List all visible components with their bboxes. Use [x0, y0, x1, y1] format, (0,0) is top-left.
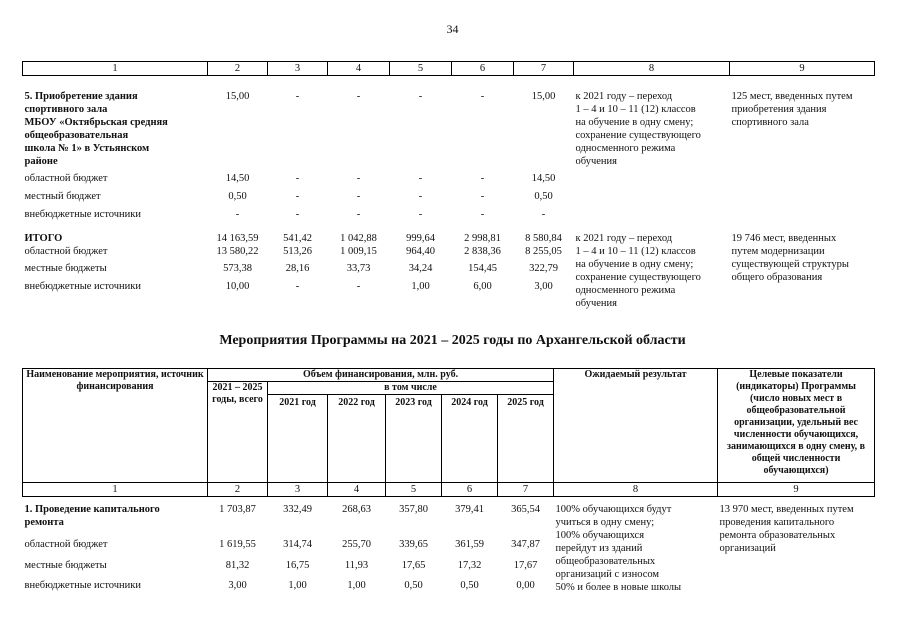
- cell-value: 322,79: [529, 263, 558, 274]
- col-number: 2: [208, 483, 268, 497]
- page-number: 34: [446, 22, 459, 36]
- cell-value: -: [295, 209, 300, 220]
- cell-value: -: [356, 209, 361, 220]
- header-target: Целевые показатели (индикаторы) Программы (число новых мест в общеобразовательной организации, удельный вес численности обучающихся, занимающихся в одну смену, в общей численности обучающихся): [718, 369, 875, 483]
- header-year: 2024 год: [442, 395, 498, 483]
- cell-value: -: [480, 191, 485, 202]
- item-title: 5. Приобретение здания спортивного зала МБОУ «Октябрьская средняя общеобразовательная школа № 1» в Устьянском районе: [24, 91, 168, 167]
- col-number: 2: [208, 62, 268, 76]
- cell-value: 17,32: [457, 560, 482, 571]
- cell-value: 34,24: [408, 263, 433, 274]
- header-including: в том числе: [268, 382, 554, 395]
- table-row: [23, 232, 875, 245]
- cell-value: 268,63: [342, 504, 371, 515]
- cell-value: -: [356, 281, 361, 292]
- col-number: 5: [390, 62, 452, 76]
- cell-value: 3,00: [228, 580, 247, 591]
- cell-value: 3,00: [534, 281, 553, 292]
- cell-value: 332,49: [283, 504, 312, 515]
- cell-value: -: [356, 173, 361, 184]
- cell-value: -: [356, 91, 361, 102]
- col-number: 4: [328, 62, 390, 76]
- continuation-table: [22, 61, 875, 318]
- header-year: 2025 год: [498, 395, 554, 483]
- cell-value: 1 703,87: [219, 504, 256, 515]
- col-number: 1: [23, 62, 208, 76]
- cell-value: 541,42: [283, 233, 312, 244]
- cell-value: -: [541, 209, 546, 220]
- section-title: Мероприятия Программы на 2021 – 2025 годы по Архангельской области: [219, 333, 686, 348]
- cell-value: 365,54: [511, 504, 540, 515]
- cell-value: 15,00: [531, 91, 556, 102]
- cell-value: -: [356, 191, 361, 202]
- cell-value: 154,45: [468, 263, 497, 274]
- target-indicator: 13 970 мест, введенных путем проведения капитального ремонта образовательных организаций: [719, 504, 854, 554]
- cell-value: 11,93: [344, 560, 369, 571]
- cell-value: 17,65: [401, 560, 426, 571]
- col-number: 9: [730, 62, 875, 76]
- cell-value: 10,00: [225, 281, 250, 292]
- cell-value: -: [235, 209, 240, 220]
- col-number: 7: [498, 483, 554, 497]
- program-table: [22, 368, 875, 594]
- cell-value: 81,32: [225, 560, 250, 571]
- cell-value: 0,50: [534, 191, 553, 202]
- cell-value: 14 163,59: [216, 233, 259, 244]
- cell-value: 0,50: [228, 191, 247, 202]
- header-year: 2023 год: [386, 395, 442, 483]
- item-title: 1. Проведение капитального ремонта: [24, 504, 160, 528]
- cell-value: -: [295, 91, 300, 102]
- cell-value: -: [418, 191, 423, 202]
- cell-value: 513,26: [283, 246, 312, 257]
- cell-value: 17,67: [513, 560, 538, 571]
- cell-value: 347,87: [511, 539, 540, 550]
- col-number: 6: [442, 483, 498, 497]
- col-number: 8: [574, 62, 730, 76]
- cell-value: 255,70: [342, 539, 371, 550]
- column-number-row: [23, 483, 875, 497]
- cell-value: 8 255,05: [525, 246, 562, 257]
- row-label: местные бюджеты: [24, 263, 107, 274]
- cell-value: -: [295, 173, 300, 184]
- cell-value: -: [295, 191, 300, 202]
- cell-value: -: [480, 173, 485, 184]
- cell-value: 361,59: [455, 539, 484, 550]
- cell-value: 13 580,22: [216, 246, 259, 257]
- cell-value: -: [418, 91, 423, 102]
- col-number: 7: [514, 62, 574, 76]
- cell-value: 379,41: [455, 504, 484, 515]
- table-row: [23, 90, 875, 168]
- cell-value: 15,00: [225, 91, 250, 102]
- cell-value: 2 998,81: [464, 233, 501, 244]
- row-label: внебюджетные источники: [24, 209, 142, 220]
- header-name: Наименование мероприятия, источник финансирования: [23, 369, 208, 483]
- cell-value: 33,73: [346, 263, 371, 274]
- col-number: 3: [268, 483, 328, 497]
- cell-value: 2 838,36: [464, 246, 501, 257]
- cell-value: 999,64: [406, 233, 435, 244]
- cell-value: 14,50: [531, 173, 556, 184]
- expected-result: к 2021 году – переход 1 – 4 и 10 – 11 (12) классов на обучение в одну смену; сохранение существующего односменного режима обучения: [575, 91, 701, 167]
- cell-value: 16,75: [285, 560, 310, 571]
- cell-value: 573,38: [223, 263, 252, 274]
- row-label: внебюджетные источники: [24, 580, 142, 591]
- cell-value: 1,00: [288, 580, 307, 591]
- cell-value: 964,40: [406, 246, 435, 257]
- total-label: ИТОГО: [24, 233, 63, 244]
- cell-value: -: [418, 173, 423, 184]
- col-number: 6: [452, 62, 514, 76]
- cell-value: -: [480, 209, 485, 220]
- row-label: областной бюджет: [24, 246, 108, 257]
- column-number-row: [23, 62, 875, 76]
- cell-value: 1 042,88: [340, 233, 377, 244]
- cell-value: 8 580,84: [525, 233, 562, 244]
- cell-value: 0,50: [404, 580, 423, 591]
- col-number: 4: [328, 483, 386, 497]
- row-label: областной бюджет: [24, 539, 108, 550]
- row-label: внебюджетные источники: [24, 281, 142, 292]
- row-label: областной бюджет: [24, 173, 108, 184]
- col-number: 9: [718, 483, 875, 497]
- header-result: Ожидаемый результат: [554, 369, 718, 483]
- header-row: [23, 369, 875, 382]
- row-label: местные бюджеты: [24, 560, 107, 571]
- cell-value: 14,50: [225, 173, 250, 184]
- col-number: 1: [23, 483, 208, 497]
- cell-value: -: [480, 91, 485, 102]
- cell-value: 6,00: [473, 281, 492, 292]
- target-indicator: 125 мест, введенных путем приобретения здания спортивного зала: [731, 91, 853, 128]
- cell-value: 1,00: [411, 281, 430, 292]
- cell-value: 314,74: [283, 539, 312, 550]
- table-row: [23, 503, 875, 532]
- target-indicator: 19 746 мест, введенных путем модернизации существующей структуры общего образования: [731, 233, 849, 283]
- row-label: местный бюджет: [24, 191, 101, 202]
- col-number: 8: [554, 483, 718, 497]
- cell-value: -: [295, 281, 300, 292]
- cell-value: 1 009,15: [340, 246, 377, 257]
- cell-value: 0,50: [460, 580, 479, 591]
- cell-value: 1,00: [347, 580, 366, 591]
- header-funding: Объем финансирования, млн. руб.: [208, 369, 554, 382]
- cell-value: 1 619,55: [219, 539, 256, 550]
- cell-value: 28,16: [285, 263, 310, 274]
- header-year: 2022 год: [328, 395, 386, 483]
- expected-result: 100% обучающихся будут учиться в одну смену; 100% обучающихся перейдут из зданий общеобразовательных организаций с износом 50% и более в новые школы: [555, 504, 682, 593]
- col-number: 5: [386, 483, 442, 497]
- cell-value: -: [418, 209, 423, 220]
- cell-value: 339,65: [399, 539, 428, 550]
- header-year: 2021 год: [268, 395, 328, 483]
- cell-value: 0,00: [516, 580, 535, 591]
- header-total: 2021 – 2025 годы, всего: [208, 382, 268, 483]
- expected-result: к 2021 году – переход 1 – 4 и 10 – 11 (12) классов на обучение в одну смену; сохранение существующего односменного режима обучения: [575, 233, 701, 309]
- cell-value: 357,80: [399, 504, 428, 515]
- col-number: 3: [268, 62, 328, 76]
